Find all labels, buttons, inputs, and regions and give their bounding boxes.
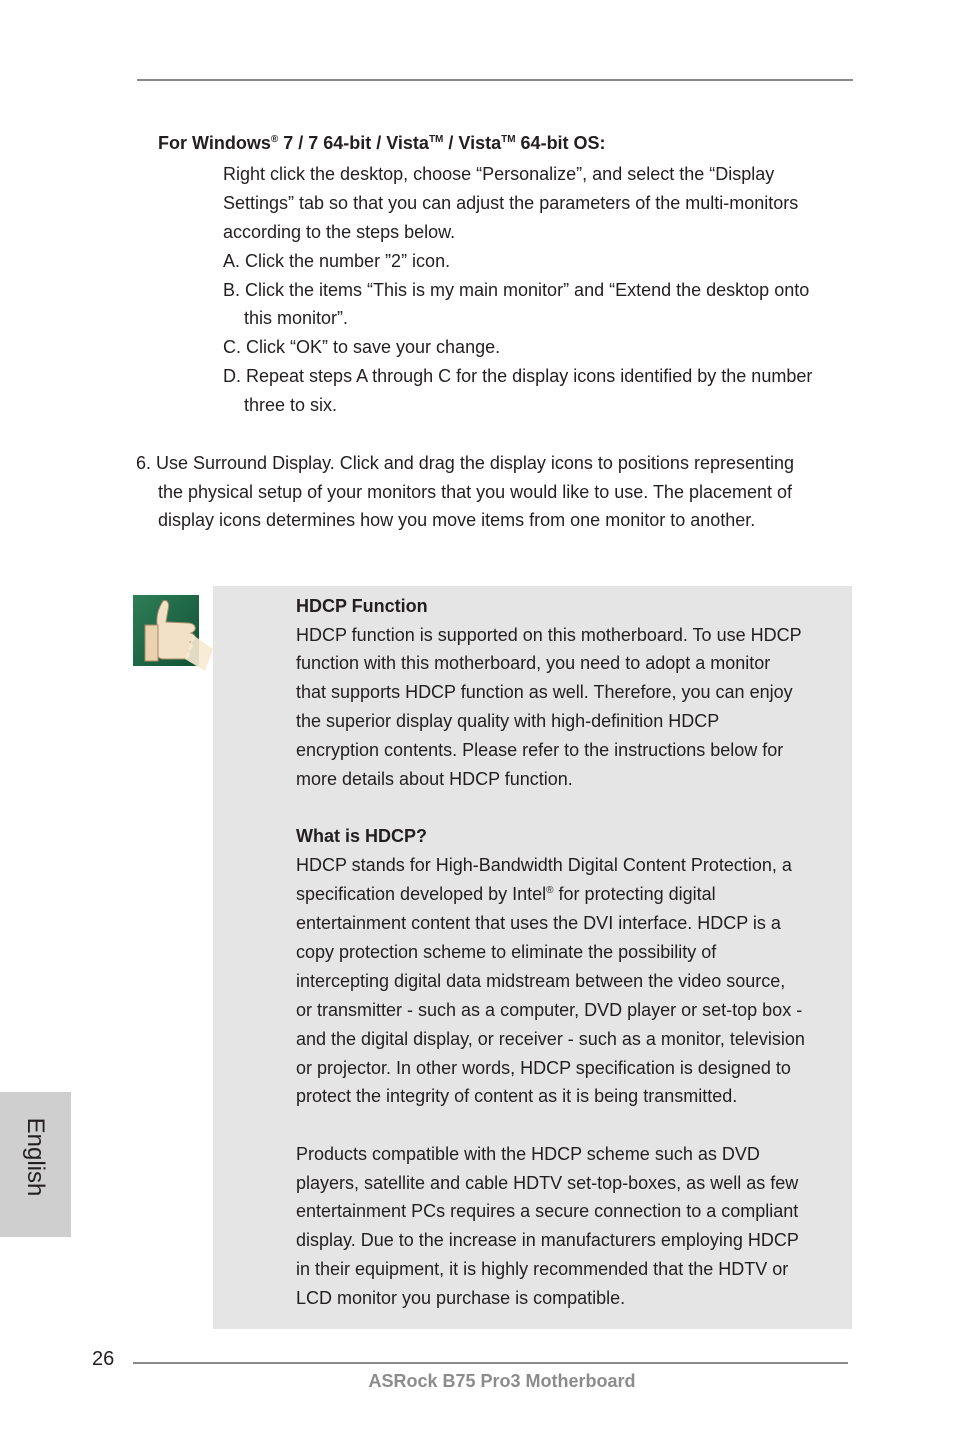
text-line: more details about HDCP function.: [296, 769, 573, 789]
text-line: or transmitter - such as a computer, DVD player or set-top box -: [296, 1000, 803, 1020]
text-line: entertainment PCs requires a secure connection to a compliant: [296, 1201, 799, 1221]
text-line: players, satellite and cable HDTV set-top-boxes, as well as few: [296, 1173, 799, 1193]
text-line: Products compatible with the HDCP scheme such as DVD: [296, 1144, 760, 1164]
text-line: copy protection scheme to eliminate the possibility of: [296, 942, 717, 962]
note-title: HDCP Function: [296, 596, 428, 616]
text-line: Right click the desktop, choose “Personalize”, and select the “Display: [223, 164, 775, 184]
text-line: and the digital display, or receiver - such as a monitor, television: [296, 1029, 805, 1049]
page-number: 26: [92, 1348, 115, 1370]
text-line: specification developed by Intel® for protecting digital: [296, 884, 716, 904]
text-line: HDCP stands for High-Bandwidth Digital Content Protection, a: [296, 855, 792, 875]
text-line: protect the integrity of content as it is being transmitted.: [296, 1086, 738, 1106]
footer-title: ASRock B75 Pro3 Motherboard: [368, 1371, 636, 1391]
text-line: that supports HDCP function as well. Therefore, you can enjoy: [296, 682, 793, 702]
text-line: LCD monitor you purchase is compatible.: [296, 1288, 626, 1308]
header-rule: [137, 79, 853, 81]
text-line: the physical setup of your monitors that you would like to use. The placement of: [158, 482, 793, 502]
language-tab-label: English: [22, 1117, 49, 1197]
text-line: intercepting digital data midstream between the video source,: [296, 971, 786, 991]
text-line: display. Due to the increase in manufacturers employing HDCP: [296, 1230, 799, 1250]
text-line: 6. Use Surround Display. Click and drag the display icons to positions representing: [136, 453, 795, 473]
step-d: D. Repeat steps A through C for the display icons identified by the number: [223, 366, 813, 386]
footer-rule: [133, 1362, 848, 1364]
text-line: the superior display quality with high-definition HDCP: [296, 711, 720, 731]
step-b: B. Click the items “This is my main monitor” and “Extend the desktop onto: [223, 280, 810, 300]
text-line: encryption contents. Please refer to the instructions below for: [296, 740, 784, 760]
thumbs-up-icon: [133, 595, 215, 675]
step-d-continued: three to six.: [244, 395, 338, 415]
text-line: HDCP function is supported on this motherboard. To use HDCP: [296, 625, 802, 645]
text-line: Settings” tab so that you can adjust the parameters of the multi-monitors: [223, 193, 799, 213]
note-subtitle: What is HDCP?: [296, 826, 428, 846]
step-b-continued: this monitor”.: [244, 308, 349, 328]
text-line: or projector. In other words, HDCP specification is designed to: [296, 1058, 791, 1078]
text-line: function with this motherboard, you need to adopt a monitor: [296, 653, 771, 673]
text-line: according to the steps below.: [223, 222, 456, 242]
step-c: C. Click “OK” to save your change.: [223, 337, 501, 357]
text-line: entertainment content that uses the DVI interface. HDCP is a: [296, 913, 781, 933]
step-a: A. Click the number ”2” icon.: [223, 251, 451, 271]
text-line: in their equipment, it is highly recommended that the HDTV or: [296, 1259, 789, 1279]
text-line: display icons determines how you move items from one monitor to another.: [158, 510, 756, 530]
section-heading: For Windows® 7 / 7 64-bit / Vista™ / Vista™ 64-bit OS:: [158, 133, 606, 153]
